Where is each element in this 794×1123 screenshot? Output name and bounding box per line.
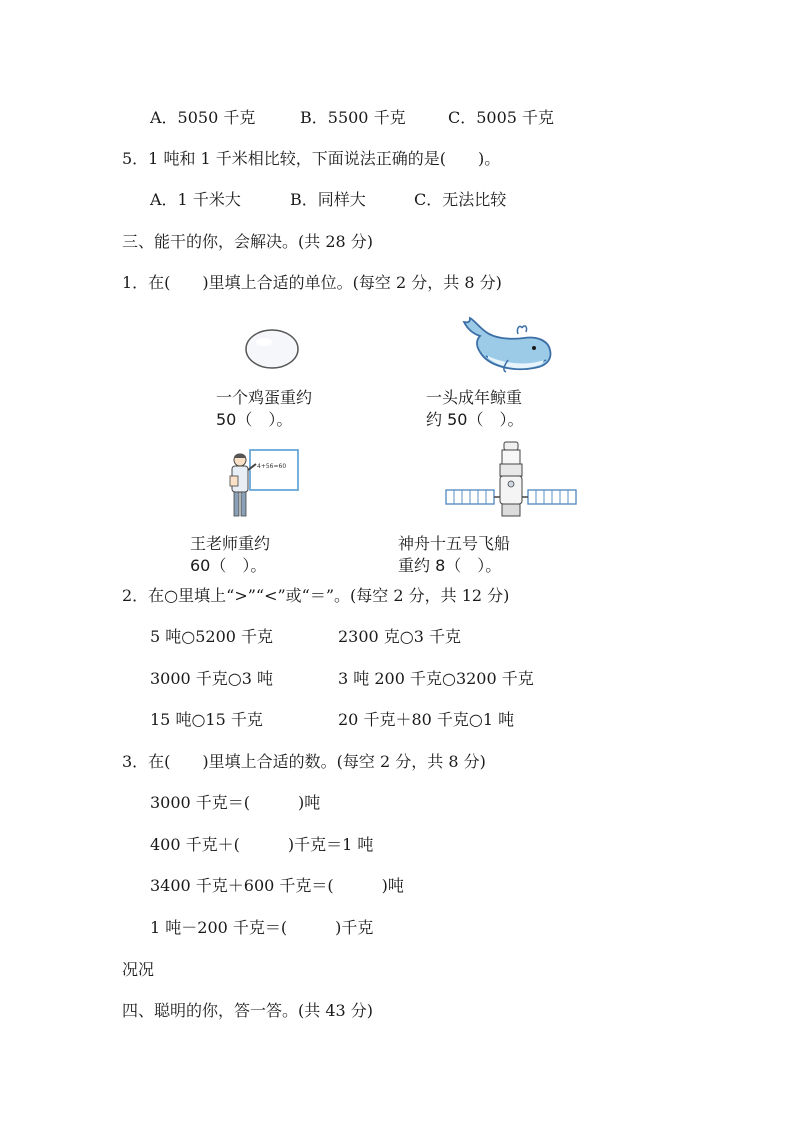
- blackboard-equation: 4+56=60: [257, 463, 287, 470]
- compare-item: 20 千克＋80 千克○1 吨: [338, 710, 515, 729]
- option-a: A．1 千米大: [150, 190, 241, 209]
- compare-item: 5 吨○5200 千克: [150, 627, 274, 646]
- whale-caption-line1: 一头成年鲸重: [426, 388, 523, 407]
- fill-item: 3000 千克＝( )吨: [150, 793, 321, 812]
- question-5-stem: 5．1 吨和 1 千米相比较，下面说法正确的是( )。: [122, 149, 501, 168]
- option-b: B．同样大: [290, 190, 366, 209]
- fill-item: 3400 千克＋600 千克＝( )吨: [150, 876, 404, 895]
- section-4-heading: 四、聪明的你，答一答。(共 43 分): [122, 1001, 374, 1020]
- question-1-stem: 1．在( )里填上合适的单位。(每空 2 分，共 8 分): [122, 273, 502, 292]
- whale-caption-line2: 约 50（ ）。: [426, 410, 524, 429]
- compare-item: 15 吨○15 千克: [150, 710, 263, 729]
- question-3-stem: 3．在( )里填上合适的数。(每空 2 分，共 8 分): [122, 752, 486, 771]
- whale-image: [458, 316, 554, 376]
- compare-item: 3000 千克○3 吨: [150, 669, 274, 688]
- teacher-caption-line2: 60（ ）。: [190, 556, 267, 575]
- fill-item: 1 吨－200 千克＝( )千克: [150, 918, 374, 937]
- option-b: B．5500 千克: [300, 108, 406, 127]
- option-c: C．5005 千克: [448, 108, 555, 127]
- egg-caption-line2: 50（ ）。: [216, 410, 293, 429]
- fill-item: 400 千克＋( )千克＝1 吨: [150, 835, 374, 854]
- spaceship-image: [444, 440, 578, 520]
- option-a: A．5050 千克: [150, 108, 256, 127]
- compare-item: 2300 克○3 千克: [338, 627, 462, 646]
- question-2-stem: 2．在○里填上“>”“<”或“＝”。(每空 2 分，共 12 分): [122, 586, 510, 605]
- spaceship-caption-line1: 神舟十五号飞船: [398, 534, 511, 553]
- section-3-heading: 三、能干的你，会解决。(共 28 分): [122, 232, 374, 251]
- egg-image: [244, 328, 300, 370]
- option-c: C．无法比较: [414, 190, 507, 209]
- teacher-caption-line1: 王老师重约: [190, 534, 271, 553]
- compare-item: 3 吨 200 千克○3200 千克: [338, 669, 534, 688]
- egg-caption-line1: 一个鸡蛋重约: [216, 388, 313, 407]
- spaceship-caption-line2: 重约 8（ ）。: [398, 556, 502, 575]
- teacher-image: [222, 448, 300, 520]
- stray-text: 况况: [122, 960, 155, 979]
